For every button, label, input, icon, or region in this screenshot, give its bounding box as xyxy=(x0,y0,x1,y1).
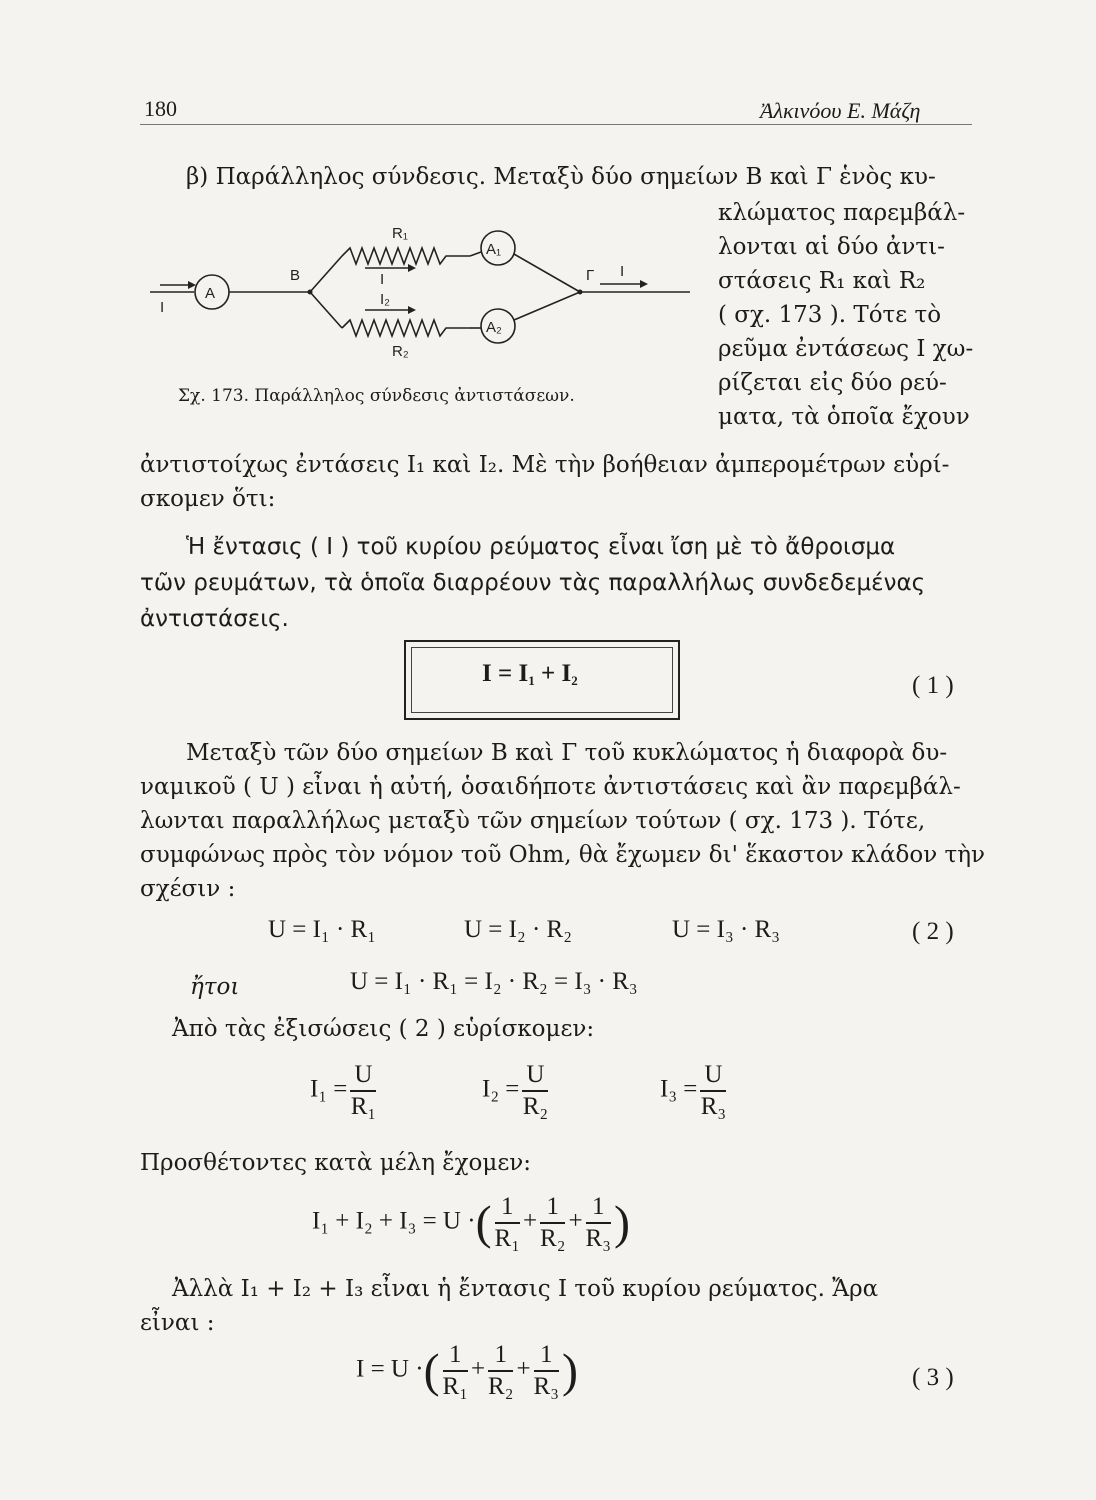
para2-line-4: συμφώνως πρὸς τὸν νόμον τοῦ Ohm, θὰ ἔχωμεν δι' ἕκαστον κλάδον τὴν xyxy=(140,842,985,868)
para1-line-full1: ἀντιστοίχως ἐντάσεις I₁ καὶ I₂. Μὲ τὴν βοήθειαν ἀμπερομέτρων εὑρί- xyxy=(140,452,950,478)
arrowhead-i1 xyxy=(408,264,416,272)
equation-1-number: ( 1 ) xyxy=(912,672,954,699)
running-header-author: Ἀλκινόου Ε. Μάζη xyxy=(760,98,921,123)
label-i1: I xyxy=(380,271,385,288)
arrowhead-i-right xyxy=(640,280,648,288)
law-line-1: Ἡ ἔντασις ( I ) τοῦ κυρίου ρεύματος εἶναι ἴση μὲ τὸ ἄθροισμα xyxy=(186,534,896,560)
para3-line-1: Ἀλλὰ I₁ + I₂ + I₃ εἶναι ἡ ἔντασις I τοῦ κυρίου ρεύματος. Ἄρα xyxy=(172,1276,879,1302)
equation-2-prefix: ἤτοι xyxy=(190,974,240,1000)
para2-line-3: λωνται παραλλήλως μεταξὺ τῶν σημείων τούτων ( σχ. 173 ). Τότε, xyxy=(140,808,926,834)
para1-right-line: ρεῦμα ἐντάσεως I χω- xyxy=(718,336,974,362)
equation-2-number: ( 2 ) xyxy=(912,918,954,945)
label-i2: I₂ xyxy=(380,291,390,308)
para1-right-line: ρίζεται εἰς δύο ρεύ- xyxy=(718,370,947,396)
label-r2: R₂ xyxy=(392,343,409,360)
para2-line-1: Μεταξὺ τῶν δύο σημείων Β καὶ Γ τοῦ κυκλώματος ἡ διαφορὰ δυ- xyxy=(186,740,948,766)
wire-b-up xyxy=(310,256,342,292)
resistor-r1 xyxy=(342,248,470,264)
wire-b-down xyxy=(310,292,342,328)
equation-i2: I₂ = $\frac{U}{\text{R₂}}$ xyxy=(482,1061,549,1120)
para1-right-line: κλώματος παρεμβάλ- xyxy=(718,200,966,226)
label-g: Γ xyxy=(586,267,595,284)
para1-line1: β) Παράλληλος σύνδεσις. Μεταξὺ δύο σημείων Β καὶ Γ ἑνὸς κυ- xyxy=(186,164,936,190)
resistor-r2 xyxy=(342,320,470,336)
header-rule xyxy=(140,124,972,125)
para2-line-2: ναμικοῦ ( U ) εἶναι ἡ αὐτή, ὁσαιδήποτε ἀντιστάσεις καὶ ἂν παρεμβάλ- xyxy=(140,774,961,800)
label-a1: A₁ xyxy=(486,241,502,258)
para1-right-line: ( σχ. 173 ). Τότε τὸ xyxy=(718,302,942,328)
node-g xyxy=(578,290,583,295)
equation-2-combined: U = I₁ · R₁ = I₂ · R₂ = I₃ · R₃ xyxy=(350,968,638,995)
para1-right-column xyxy=(718,196,974,434)
label-a: A xyxy=(205,285,216,302)
wire-a1-to-g xyxy=(514,254,580,292)
label-i-left: I xyxy=(160,299,165,316)
para1-line-full2: σκομεν ὅτι: xyxy=(140,486,276,512)
label-b: B xyxy=(290,267,301,284)
label-a2: A₂ xyxy=(486,319,502,336)
parallel-circuit-figure xyxy=(140,218,715,368)
para1-right-line: λονται αἱ δύο ἀντι- xyxy=(718,234,945,260)
equation-i1: I₁ = $\frac{U}{\text{R₁}}$ xyxy=(310,1061,377,1120)
equation-3-number: ( 3 ) xyxy=(912,1364,954,1391)
para1-right-line: ματα, τὰ ὁποῖα ἔχουν xyxy=(718,404,970,430)
equation-i3: I₃ = $\frac{U}{\text{R₃}}$ xyxy=(660,1061,727,1120)
law-line-2: τῶν ρευμάτων, τὰ ὁποῖα διαρρέουν τὰς παραλλήλως συνδεδεμένας xyxy=(140,570,926,596)
node-b xyxy=(308,290,313,295)
page-number: 180 xyxy=(144,96,177,121)
law-line-3: ἀντιστάσεις. xyxy=(140,606,289,632)
para3-line-2: εἶναι : xyxy=(140,1310,215,1336)
equation-3: I = U ·( $\frac{1}{\text{R₁}}$ + $\frac{1}{\text{R₂}}$ + $\frac{1}{\text{R₃}}$ ) xyxy=(356,1341,578,1400)
equation-1: $I = I_1 + I_2$ xyxy=(482,660,578,688)
from-equations-line: Ἀπὸ τὰς ἐξισώσεις ( 2 ) εὑρίσκομεν: xyxy=(172,1016,595,1042)
figure-caption: Σχ. 173. Παράλληλος σύνδεσις ἀντιστάσεων. xyxy=(178,386,575,406)
add-members-line: Προσθέτοντες κατὰ μέλη ἔχομεν: xyxy=(140,1150,531,1176)
equation-2b: U = I₂ · R₂ xyxy=(464,916,572,943)
label-r1: R₁ xyxy=(392,225,408,242)
label-i-right: I xyxy=(620,263,625,280)
equation-sum: I₁ + I₂ + I₃ = U ·( $\frac{1}{\text{R₁}}$ + $\frac{1}{\text{R₂}}$ + $\frac{1}{\text{R₃}}$ ) xyxy=(312,1193,630,1252)
arrowhead-i2 xyxy=(408,306,416,314)
wire-a2-to-g xyxy=(514,292,580,320)
para2-line-5: σχέσιν : xyxy=(140,876,236,902)
para1-right-line: στάσεις R₁ καὶ R₂ xyxy=(718,268,926,294)
equation-2a: U = I₁ · R₁ xyxy=(268,916,376,943)
equation-2c: U = I₃ · R₃ xyxy=(672,916,780,943)
